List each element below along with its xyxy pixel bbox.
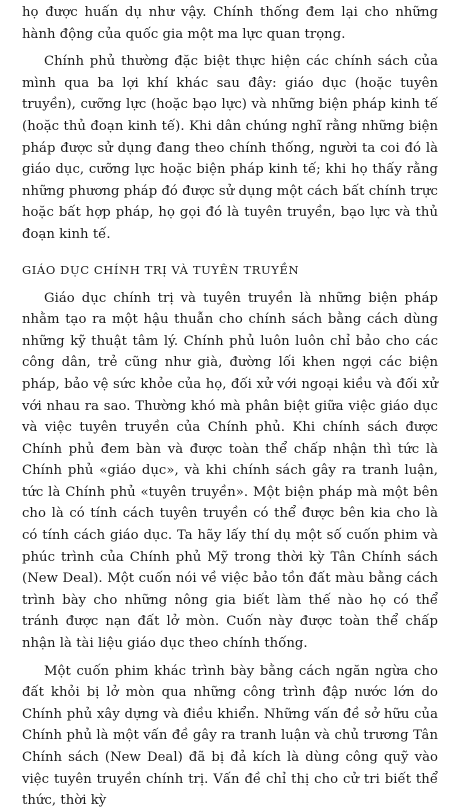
- paragraph-political-education: Giáo dục chính trị và tuyên truyền là những biện pháp nhằm tạo ra một hậu thuẫn cho chính sách bằng cách dùng những kỹ thuật tâm lý. Chính phủ luôn luôn chỉ bảo cho các công dân, trẻ cũng như già, đường lối khen ngợi các biện pháp, bảo vệ sức khỏe của họ, đối xử với ngoại kiều và đối xử với nhau ra sao. Thường khó mà phân biệt giữa việc giáo dục và việc tuyên truyền của Chính phủ. Khi chính sách được Chính phủ đem bàn và được toàn thể chấp nhận thì tức là Chính phủ «giáo dục», và khi chính sách gây ra tranh luận, tức là Chính phủ «tuyên truyền». Một biện pháp mà một bên cho là có tính cách tuyên truyền có thể được bên kia cho là có tính cách giáo dục. Ta hãy lấy thí dụ một số cuốn phim và phúc trình của Chính phủ Mỹ trong thời kỳ Tân Chính sách (New Deal). Một cuốn nói về việc bảo tồn đất màu bằng cách trình bày cho những nông gia biết làm thế nào họ có thể tránh được nạn đất lở mòn. Cuốn này được toàn thể chấp nhận là tài liệu giáo dục theo chính thống.: [22, 290, 438, 652]
- paragraph-continuation: họ được huấn dụ như vậy. Chính thống đem lại cho những hành động của quốc gia một ma lực quan trọng.: [22, 5, 438, 42]
- paragraph-film-example: Một cuốn phim khác trình bày bằng cách ngăn ngừa cho đất khỏi bị lở mòn qua những công trình đập nước lớn do Chính phủ xây dựng và điều khiển. Những vấn đề sở hữu của Chính phủ là một vấn đề gây ra tranh luận và chủ trương Tân Chính sách (New Deal) đã bị đả kích là dùng công quỹ vào việc tuyên truyền chính trị. Vấn đề chỉ thị cho cử tri biết thể thức, thời kỳ: [22, 663, 438, 809]
- section-heading: GIÁO DỤC CHÍNH TRỊ VÀ TUYÊN TRUYỀN: [22, 262, 300, 277]
- paragraph-government-tools: Chính phủ thường đặc biệt thực hiện các chính sách của mình qua ba lợi khí khác sau đây: giáo dục (hoặc tuyên truyền), cưỡng lực (hoặc bạo lực) và những biện pháp kinh tế (hoặc thủ đoạn kinh tế). Khi dân chúng nghĩ rằng những biện pháp được sử dụng đang theo chính thống, người ta coi đó là giáo dục, cưỡng lực hoặc biện pháp kinh tế; khi họ thấy rằng những phương pháp đó được sử dụng một cách bất chính trực hoặc bất hợp pháp, họ gọi đó là tuyên truyền, bạo lực và thủ đoạn kinh tế.: [22, 54, 438, 242]
